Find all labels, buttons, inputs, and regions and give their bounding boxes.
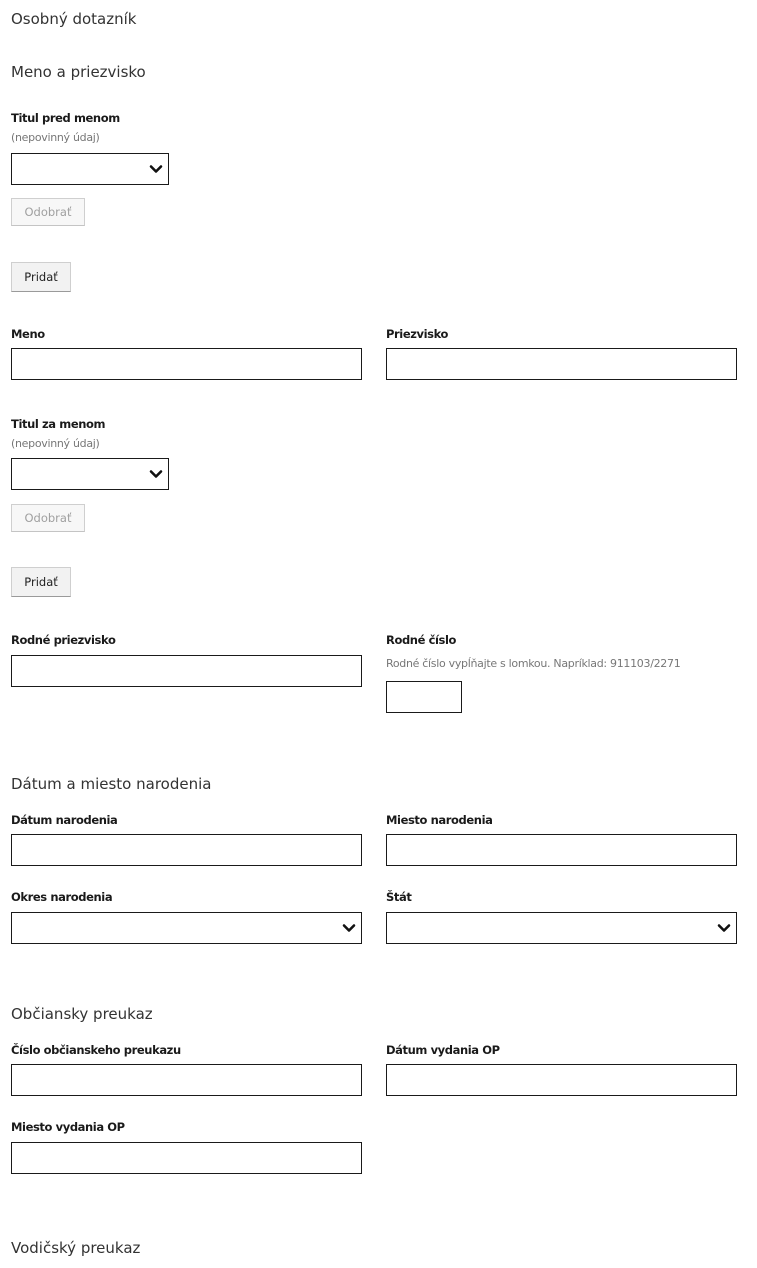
chevron-down-icon	[717, 924, 731, 933]
birth-number-label: Rodné číslo	[386, 633, 457, 647]
title-before-label: Titul pred menom	[11, 111, 120, 125]
birth-surname-input[interactable]	[11, 655, 362, 687]
id-number-label: Číslo občianskeho preukazu	[11, 1043, 181, 1057]
first-name-label: Meno	[11, 327, 45, 341]
section-title-name: Meno a priezvisko	[11, 63, 146, 81]
title-after-add-button[interactable]: Pridať	[11, 567, 71, 597]
title-after-label: Titul za menom	[11, 417, 106, 431]
page-title: Osobný dotazník	[11, 10, 137, 28]
issue-date-label: Dátum vydania OP	[386, 1043, 500, 1057]
birth-date-input[interactable]	[11, 834, 362, 866]
chevron-down-icon	[149, 470, 163, 479]
birth-surname-label: Rodné priezvisko	[11, 633, 116, 647]
title-after-select[interactable]	[11, 458, 169, 490]
birth-number-input[interactable]	[386, 681, 462, 713]
birth-district-select[interactable]	[11, 912, 362, 944]
issue-date-input[interactable]	[386, 1064, 737, 1096]
title-before-remove-button[interactable]: Odobrať	[11, 198, 85, 226]
state-select[interactable]	[386, 912, 737, 944]
title-after-optional: (nepovinný údaj)	[11, 437, 100, 450]
section-title-driver: Vodičský preukaz	[11, 1239, 141, 1257]
section-title-birth: Dátum a miesto narodenia	[11, 775, 212, 793]
birth-district-label: Okres narodenia	[11, 890, 113, 904]
id-number-input[interactable]	[11, 1064, 362, 1096]
title-before-add-button[interactable]: Pridať	[11, 262, 71, 292]
last-name-label: Priezvisko	[386, 327, 449, 341]
birth-date-label: Dátum narodenia	[11, 813, 118, 827]
section-title-id-card: Občiansky preukaz	[11, 1005, 153, 1023]
birth-place-input[interactable]	[386, 834, 737, 866]
issue-place-label: Miesto vydania OP	[11, 1120, 125, 1134]
issue-place-input[interactable]	[11, 1142, 362, 1174]
title-after-remove-button[interactable]: Odobrať	[11, 504, 85, 532]
state-label: Štát	[386, 890, 412, 904]
chevron-down-icon	[149, 165, 163, 174]
birth-number-hint: Rodné číslo vypĺňajte s lomkou. Napríklad: 911103/2271	[386, 657, 681, 670]
birth-place-label: Miesto narodenia	[386, 813, 493, 827]
title-before-optional: (nepovinný údaj)	[11, 131, 100, 144]
chevron-down-icon	[342, 924, 356, 933]
last-name-input[interactable]	[386, 348, 737, 380]
first-name-input[interactable]	[11, 348, 362, 380]
title-before-select[interactable]	[11, 153, 169, 185]
